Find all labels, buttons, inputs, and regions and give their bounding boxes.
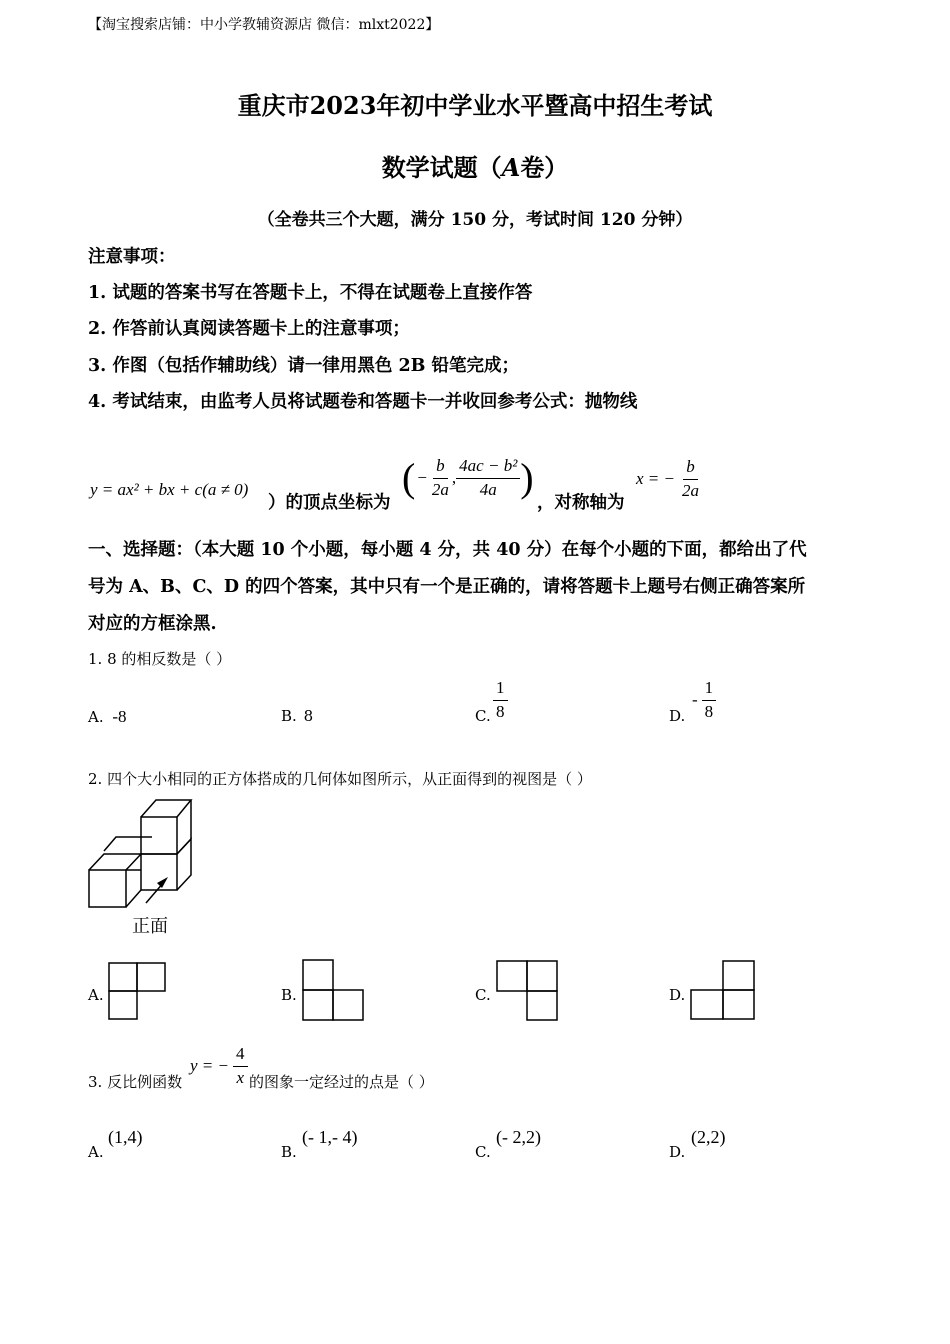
option-label: D. (669, 707, 686, 725)
q1-d-fraction (692, 679, 716, 721)
note-item: 2. 作答前认真阅读答题卡上的注意事项； (88, 319, 410, 339)
section1-line: 对应的方框涂黑. (88, 614, 217, 634)
axis-lhs: x = − (636, 469, 675, 489)
axis-formula (636, 458, 702, 500)
frac-den: 8 (496, 701, 505, 721)
minus-sign: - (692, 690, 698, 710)
frac-den: 8 (704, 701, 714, 721)
arrow-head (157, 877, 168, 888)
q2-c-view (496, 960, 560, 1022)
page-subtitle (0, 148, 950, 183)
q1-option-d[interactable] (669, 707, 685, 725)
vertex-y-den: 4a (479, 479, 497, 499)
q2-option-d[interactable]: D. (669, 986, 686, 1004)
q2-b-view (302, 959, 366, 1022)
option-label: A. (88, 708, 104, 726)
q3-option-d-label[interactable]: D. (669, 1143, 686, 1161)
q1-option-b[interactable] (281, 707, 313, 725)
q1-option-a[interactable] (88, 707, 127, 727)
right-paren: ) (520, 455, 534, 500)
question-3-stem-suffix: 的图象一定经过的点是（ ） (249, 1073, 434, 1091)
q3-option-a-value[interactable]: (1,4) (108, 1127, 143, 1147)
q3-option-c-value[interactable]: (- 2,2) (496, 1127, 541, 1147)
frac-num: 1 (702, 679, 717, 701)
question-3-stem-prefix: 3. 反比例函数 (88, 1073, 183, 1091)
vertex-x-num: b (433, 457, 448, 479)
q3-option-c-label[interactable]: C. (475, 1143, 491, 1161)
func-num: 4 (233, 1045, 248, 1067)
front-label: 正面 (132, 916, 168, 937)
subtitle-italic: A (501, 153, 521, 182)
q2-option-c[interactable]: C. (475, 986, 491, 1004)
page-title: 重庆市2023年初中学业水平暨高中招生考试 (237, 91, 713, 120)
option-value: 8 (303, 707, 314, 725)
axis-fraction (679, 458, 702, 500)
axis-label: ，对称轴为 (537, 493, 625, 513)
q3-option-d-value[interactable]: (2,2) (691, 1127, 726, 1147)
q2-option-a[interactable]: A. (88, 986, 104, 1004)
q1-option-c[interactable] (475, 707, 491, 725)
q3-option-b-label[interactable]: B. (281, 1143, 297, 1161)
left-paren: ( (402, 455, 416, 500)
option-label: C. (475, 707, 491, 725)
axis-num: b (683, 458, 698, 480)
q1-c-fraction (493, 679, 508, 721)
vertex-coordinate (402, 448, 534, 508)
exam-info: （全卷共三个大题，满分 150 分，考试时间 120 分钟） (257, 210, 693, 230)
cube-figure (84, 795, 199, 915)
vertex-y-num: 4ac − b² (456, 457, 520, 479)
q2-d-view (690, 960, 756, 1022)
vertex-x-fraction (429, 457, 452, 499)
parabola-formula: y = ax² + bx + c(a ≠ 0) (90, 480, 249, 499)
section1-line: 号为 A、B、C、D 的四个答案，其中只有一个是正确的，请将答题卡上题号右侧正确答案所 (88, 577, 806, 597)
note-item: 3. 作图（包括作辅助线）请一律用黑色 2B 铅笔完成； (88, 356, 520, 376)
q2-a-view (108, 962, 168, 1022)
func-den: x (236, 1067, 245, 1087)
option-value: -8 (112, 707, 127, 726)
subtitle-suffix: 卷） (520, 153, 569, 182)
subtitle-prefix: 数学试题（ (381, 153, 502, 182)
q2-option-b[interactable]: B. (281, 986, 297, 1004)
minus-sign: − (417, 468, 427, 487)
shop-header: 【淘宝搜索店铺：中小学教辅资源店 微信：mlxt2022】 (88, 17, 440, 33)
axis-den: 2a (682, 480, 699, 500)
note-item: 4. 考试结束，由监考人员将试题卷和答题卡一并收回参考公式：抛物线 (88, 392, 638, 412)
comma: , (451, 468, 457, 487)
func-lhs: y = − (190, 1056, 229, 1076)
q3-function (190, 1045, 248, 1087)
option-label: B. (281, 707, 297, 725)
notes-heading: 注意事项： (88, 247, 176, 267)
vertex-y-fraction (456, 457, 520, 499)
frac-num: 1 (493, 679, 508, 701)
q3-option-b-value[interactable]: (- 1,- 4) (302, 1127, 358, 1147)
question-2-stem: 2. 四个大小相同的正方体搭成的几何体如图所示，从正面得到的视图是（ ） (88, 770, 592, 788)
func-fraction (233, 1045, 248, 1087)
q3-option-a-label[interactable]: A. (88, 1143, 104, 1161)
vertex-x-den: 2a (431, 479, 449, 499)
vertex-label: ）的顶点坐标为 (268, 493, 391, 513)
question-1-stem: 1. 8 的相反数是（ ） (88, 650, 232, 668)
section1-line: 一、选择题：（本大题 10 个小题，每小题 4 分，共 40 分）在每个小题的下面，都给出了代 (88, 540, 807, 560)
note-item: 1. 试题的答案书写在答题卡上，不得在试题卷上直接作答 (88, 283, 533, 303)
